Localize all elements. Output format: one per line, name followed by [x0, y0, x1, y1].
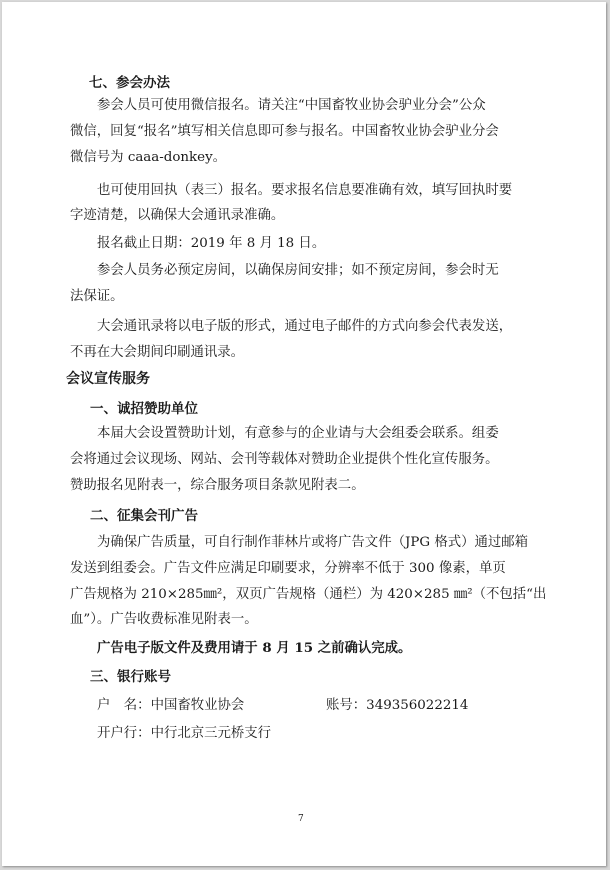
paragraph	[97, 178, 537, 204]
text-line: 为确保广告质量，可自行制作菲林片或将广告文件（JPG 格式）通过邮箱	[97, 535, 529, 550]
text-line: 发送到组委会。广告文件应满足印刷要求，分辨率不低于 300 像素，单页	[70, 561, 506, 576]
text-line: 也可使用回执（表三）报名。要求报名信息要准确有效，填写回执时要	[97, 183, 513, 198]
account-number-label: 账号：	[326, 698, 367, 713]
page-number: 7	[298, 814, 304, 824]
text-line: 参会人员务必预定房间，以确保房间安排；如不预定房间，参会时无	[97, 263, 499, 278]
text-line: 广告规格为 210×285㎜²，双页广告规格（通栏）为 420×285 ㎜²（不包括“出	[70, 586, 547, 602]
account-number-row	[326, 696, 468, 716]
paragraph	[97, 421, 537, 447]
text-line: 大会通讯录将以电子版的形式，通过电子邮件的方式向参会代表发送，	[97, 319, 513, 334]
text-line: 血”）。广告收费标准见附表一。	[70, 612, 258, 627]
text-line: 微信，回复“报名”填写相关信息即可参与报名。中国畜牧业协会驴业分会	[70, 124, 499, 139]
text-line: 会将通过会议现场、网站、会刊等载体对赞助企业提供个性化宣传服务。	[70, 452, 499, 467]
account-name-label: 户 名：	[97, 698, 151, 713]
bank-label: 开户行：	[97, 726, 151, 741]
subsection-heading: 一、诚招赞助单位	[90, 401, 198, 417]
paragraph	[97, 530, 537, 556]
notice-line: 广告电子版文件及费用请于 8 月 15 之前确认完成。	[97, 640, 412, 656]
section-heading: 会议宣传服务	[66, 371, 150, 387]
text-line: 赞助报名见附表一，综合服务项目条款见附表二。	[70, 477, 365, 493]
paragraph	[97, 231, 537, 257]
paragraph	[70, 203, 537, 229]
section-heading: 七、参会办法	[89, 75, 170, 91]
account-name-row	[97, 696, 244, 716]
paragraph	[70, 447, 537, 498]
paragraph	[70, 119, 537, 170]
text-line: 本届大会设置赞助计划，有意参与的企业请与大会组委会联系。组委	[97, 426, 499, 441]
paragraph	[70, 556, 547, 633]
bank-row	[97, 724, 271, 744]
text-line: 不再在大会期间印刷通讯录。	[70, 345, 245, 360]
text-line: 法保证。	[70, 289, 124, 304]
text-line: 字迹清楚，以确保大会通讯录准确。	[70, 208, 285, 223]
text-line: 参会人员可使用微信报名。请关注“中国畜牧业协会驴业分会”公众	[97, 98, 486, 113]
account-number-value: 349356022214	[366, 698, 469, 713]
paragraph	[70, 284, 537, 310]
paragraph	[97, 314, 537, 340]
paragraph	[97, 93, 537, 119]
paragraph	[97, 258, 537, 284]
bank-value: 中行北京三元桥支行	[150, 726, 272, 741]
document-page	[2, 2, 606, 866]
text-line: 报名截止日期：2019 年 8 月 18 日。	[97, 236, 326, 251]
paragraph	[70, 340, 537, 366]
account-name-value: 中国畜牧业协会	[150, 698, 245, 713]
text-line: 微信号为 caaa-donkey。	[70, 149, 227, 165]
subsection-heading: 三、银行账号	[90, 669, 171, 685]
subsection-heading: 二、征集会刊广告	[90, 508, 198, 524]
